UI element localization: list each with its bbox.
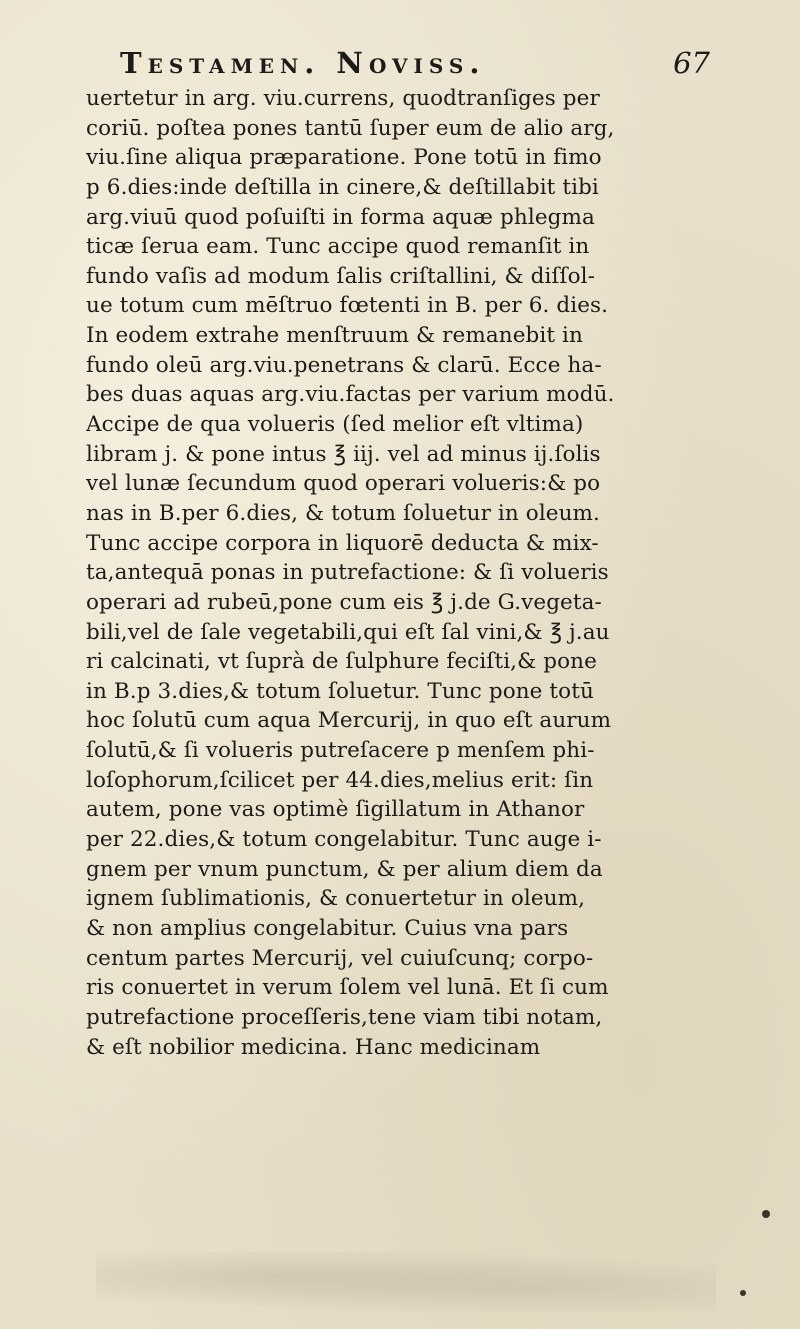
text-line: per 22.dies,& totum congelabitur. Tunc auge i-	[86, 827, 602, 853]
text-line: libram j. & pone intus ℥ iij. vel ad minus ij.ſolis	[86, 441, 601, 467]
text-line: ticæ ſerua eam. Tunc accipe quod remanſit in	[86, 234, 590, 260]
text-line: in B.p 3.dies,& totum ſoluetur. Tunc pone totū	[86, 678, 594, 704]
text-line: ris conuertet in verum ſolem vel lunā. Et ſi cum	[86, 975, 609, 1001]
ink-spot	[762, 1210, 770, 1218]
text-line: p 6.dies:inde deſtilla in cinere,& deſtillabit tibi	[86, 174, 599, 200]
text-line: gnem per vnum punctum, & per alium diem da	[86, 856, 603, 882]
text-line: nas in B.per 6.dies, & totum ſoluetur in oleum.	[86, 500, 600, 526]
text-line: bes duas aquas arg.viu.factas per varium modū.	[86, 382, 615, 408]
text-line: ri calcinati, vt ſuprà de ſulphure feciſti,& pone	[86, 649, 597, 675]
text-line: ſolutū,& ſi volueris putreſacere p menſem phi-	[86, 738, 595, 764]
text-line: operari ad rubeū,pone cum eis ℥ j.de G.vegeta-	[86, 589, 602, 615]
text-line: ta,antequā ponas in putrefactione: & ſi volueris	[86, 560, 609, 586]
ink-bleed-through	[96, 1252, 716, 1312]
running-header	[120, 46, 710, 86]
text-line: viu.ſine aliqua præparatione. Pone totū in fimo	[86, 145, 602, 171]
text-line: & non amplius congelabitur. Cuius vna pars	[86, 915, 569, 941]
text-line: putrefactione proceſſeris,tene viam tibi notam,	[86, 1004, 603, 1030]
ink-spot	[740, 1290, 746, 1296]
text-line: autem, pone vas optimè ſigillatum in Athanor	[86, 797, 585, 823]
text-line: vel lunæ ſecundum quod operari volueris:& po	[86, 471, 601, 497]
text-line: hoc ſolutū cum aqua Mercurij, in quo eſt aurum	[86, 708, 612, 734]
text-line: centum partes Mercurij, vel cuiuſcunq; corpo-	[86, 945, 594, 971]
text-line: bili,vel de ſale vegetabili,qui eſt ſal vini,& ℥ j.au	[86, 619, 610, 645]
page-number: 67	[673, 46, 710, 80]
body-text	[86, 84, 714, 1062]
text-line: & eſt nobilior medicina. Hanc medicinam	[86, 1034, 541, 1060]
text-line: In eodem extrahe menſtruum & remanebit in	[86, 323, 583, 349]
text-line: Accipe de qua volueris (ſed melior eſt vltima)	[86, 412, 584, 438]
text-line: arg.viuū quod poſuiſti in forma aquæ phlegma	[86, 204, 595, 230]
text-line: loſophorum,ſcilicet per 44.dies,melius erit: ſin	[86, 767, 594, 793]
text-line: fundo vaſis ad modum ſalis criſtallini, & diſſol-	[86, 263, 595, 289]
text-line: ue totum cum mēſtruo fœtenti in B. per 6. dies.	[86, 293, 609, 319]
running-title: Testamen. Noviss.	[120, 46, 486, 80]
text-line: coriū. poſtea pones tantū ſuper eum de alio arg,	[86, 115, 615, 141]
text-line: uertetur in arg. viu.currens, quodtranſiges per	[86, 86, 600, 111]
text-line: Tunc accipe corpora in liquorē deducta & mix-	[86, 530, 599, 556]
text-line: fundo oleū arg.viu.penetrans & clarū. Ecce ha-	[86, 352, 602, 378]
text-line: ignem ſublimationis, & conuertetur in oleum,	[86, 886, 586, 912]
